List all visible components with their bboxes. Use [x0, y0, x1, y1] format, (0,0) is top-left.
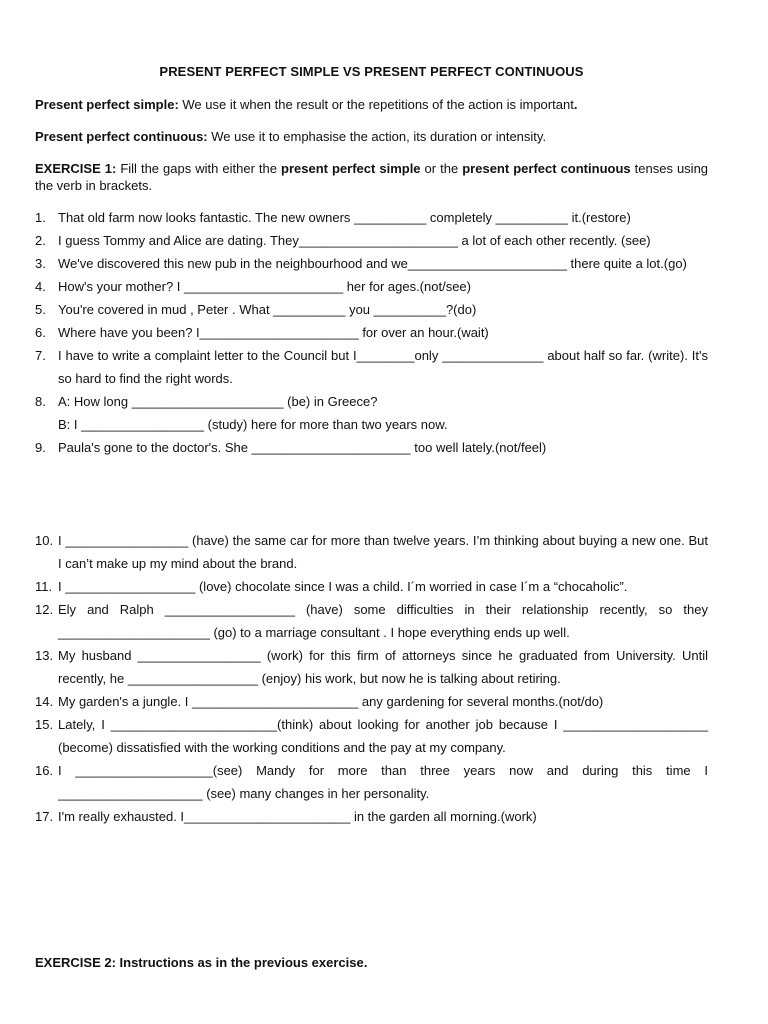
list-item — [35, 275, 708, 298]
item-text: I _________________ (have) the same car for more than twelve years. I’m thinking about buying a new one. But I can’t make up my mind about the brand. — [58, 533, 708, 571]
item-number: 10. — [35, 533, 54, 548]
item-number: 8. — [35, 394, 46, 409]
item-text: I ___________________(see) Mandy for more than three years now and during this time I ____________________ (see) many changes in her personality. — [58, 763, 708, 801]
item-text: A: How long _____________________ (be) in Greece? — [58, 394, 378, 409]
list-item — [35, 575, 708, 598]
definition-simple-end: . — [573, 97, 578, 112]
exercise1-label: EXERCISE 1: — [35, 161, 117, 176]
item-number: 9. — [35, 440, 46, 455]
exercise1-instructions — [35, 160, 708, 194]
definition-simple-term: Present perfect simple: — [35, 97, 179, 112]
page-title: PRESENT PERFECT SIMPLE VS PRESENT PERFECT CONTINUOUS — [159, 64, 584, 79]
worksheet-page — [35, 0, 708, 1024]
item-text: My garden's a jungle. I _______________________ any gardening for several months.(not/do) — [58, 694, 604, 709]
definition-continuous-text: We use it to emphasise the action, its duration or intensity. — [207, 129, 547, 144]
list-item — [35, 252, 708, 275]
item-text: I'm really exhausted. I_______________________ in the garden all morning.(work) — [58, 809, 537, 824]
list-item — [35, 759, 708, 805]
list-item — [35, 321, 708, 344]
exercise1-list-a — [35, 206, 708, 459]
exercise2-heading: EXERCISE 2: Instructions as in the previous exercise. — [35, 955, 368, 970]
item-number: 14. — [35, 694, 54, 709]
list-item — [35, 529, 708, 575]
list-item — [35, 644, 708, 690]
list-item — [35, 229, 708, 252]
definition-continuous-term: Present perfect continuous: — [35, 129, 208, 144]
item-text: I __________________ (love) chocolate since I was a child. I´m worried in case I´m a “chocaholic”. — [58, 579, 628, 594]
list-item — [35, 206, 708, 229]
item-number: 5. — [35, 302, 46, 317]
item-text: You're covered in mud , Peter . What __________ you __________?(do) — [58, 302, 477, 317]
list-item — [35, 390, 708, 436]
list-item — [35, 713, 708, 759]
item-number: 4. — [35, 279, 46, 294]
item-text: We've discovered this new pub in the neighbourhood and we______________________ there quite a lot.(go) — [58, 256, 687, 271]
definition-simple — [35, 96, 708, 113]
list-item — [35, 598, 708, 644]
definition-continuous — [35, 128, 708, 145]
item-number: 11. — [35, 579, 53, 594]
list-item — [35, 344, 708, 390]
item-subline: B: I _________________ (study) here for more than two years now. — [58, 417, 448, 432]
item-number: 7. — [35, 348, 46, 363]
item-text: Lately, I _______________________(think) about looking for another job because I ____________________ (become) dissatisfied with the working conditions and the pay at my company. — [58, 717, 708, 755]
exercise1-bold-2: present perfect continuous — [462, 161, 631, 176]
item-text: My husband _________________ (work) for this firm of attorneys since he graduated from University. Until recently, he __________________ (enjoy) his work, but now he is talking about retiring. — [58, 648, 708, 686]
exercise1-text-3: tenses using the verb in brackets. — [35, 161, 709, 193]
item-text: Where have you been? I______________________ for over an hour.(wait) — [58, 325, 489, 340]
item-text: How's your mother? I ______________________ her for ages.(not/see) — [58, 279, 471, 294]
item-number: 2. — [35, 233, 46, 248]
exercise1-list-b — [35, 529, 708, 828]
item-number: 3. — [35, 256, 46, 271]
list-item — [35, 805, 708, 828]
item-number: 16. — [35, 763, 54, 778]
exercise1-bold-1: present perfect simple — [281, 161, 421, 176]
item-text: I guess Tommy and Alice are dating. They______________________ a lot of each other recently. (see) — [58, 233, 651, 248]
item-number: 15. — [35, 717, 54, 732]
item-number: 6. — [35, 325, 46, 340]
list-item — [35, 298, 708, 321]
definition-simple-text: We use it when the result or the repetitions of the action is important — [178, 97, 574, 112]
item-number: 1. — [35, 210, 46, 225]
item-number: 13. — [35, 648, 54, 663]
exercise1-text-2: or the — [420, 161, 463, 176]
item-number: 12. — [35, 602, 54, 617]
item-text: That old farm now looks fantastic. The new owners __________ completely __________ it.(restore) — [58, 210, 631, 225]
item-text: Ely and Ralph __________________ (have) some difficulties in their relationship recently, so they _____________________ (go) to a marriage consultant . I hope everything ends up well. — [58, 602, 708, 640]
exercise1-text-1: Fill the gaps with either the — [116, 161, 282, 176]
item-text: Paula's gone to the doctor's. She ______________________ too well lately.(not/feel) — [58, 440, 547, 455]
item-number: 17. — [35, 809, 54, 824]
item-text: I have to write a complaint letter to the Council but I________only ______________ about half so far. (write). It's so hard to find the right words. — [58, 348, 708, 386]
list-item — [35, 436, 708, 459]
list-item — [35, 690, 708, 713]
